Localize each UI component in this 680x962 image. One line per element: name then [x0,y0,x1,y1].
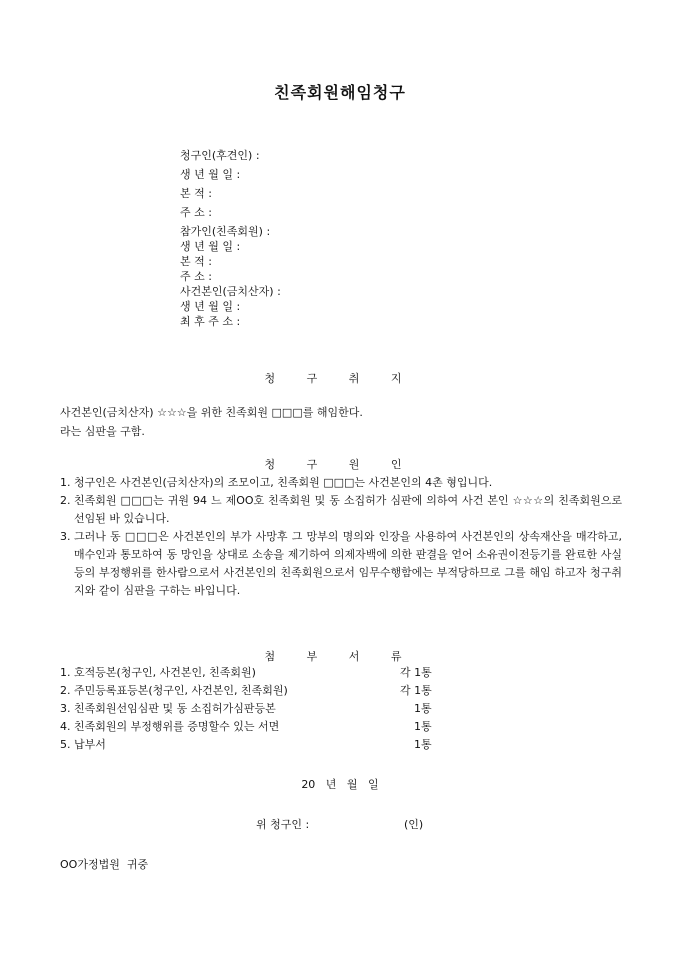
item-text: 청구인은 사건본인(금치산자)의 조모이고, 친족회원 □□□는 사건본인의 4촌 형입니다. [74,476,493,489]
list-item [60,718,460,736]
item-number: 3. [60,530,71,543]
attachments-list [60,664,460,754]
seal-mark: (인) [404,818,424,831]
attachment-count: 각 1통 [400,666,432,679]
list-item [60,682,460,700]
attachment-count: 1통 [400,738,432,751]
list-item [60,700,460,718]
list-item [60,664,460,682]
attachment-count: 각 1통 [400,684,432,697]
purpose-line-2: 라는 심판을 구함. [60,425,145,438]
item-number: 2. [60,494,71,507]
attachment-label: 1. 호적등본(청구인, 사건본인, 친족회원) [60,666,256,679]
party-line: 생 년 월 일 : [180,240,241,253]
attachment-count: 1통 [400,702,432,715]
date-line: 20 년 월 일 [301,778,379,791]
party-line: 사건본인(금치산자) : [180,285,281,298]
purpose-heading: 청 구 취 지 [264,372,416,385]
attachment-label: 2. 주민등록표등본(청구인, 사건본인, 친족회원) [60,684,288,697]
item-text: 그러나 동 □□□은 사건본인의 부가 사망후 그 망부의 명의와 인장을 사용하여 사건본인의 상속재산을 매각하고, 매수인과 통모하여 동 망인을 상대로 소송을 제기하여 의제자백에 의한 판결을 얻어 소유권이전등기를 완료한 사실 등의 부정행위를 한사람으로서 사건본인의 친족회원으로서 임무수행함에는 부적당하므로 그를 해임 하고자 청구취지와 같이 심판을 구하는 바입니다. [74,530,622,597]
document-title: 친족회원해임청구 [274,83,406,102]
attachment-label: 3. 친족회원선임심판 및 동 소집허가심판등본 [60,702,276,715]
attachment-count: 1통 [400,720,432,733]
party-line: 생 년 월 일 : [180,300,241,313]
party-line: 본 적 : [180,255,212,268]
court-addressee: OO가정법원 귀중 [60,858,149,871]
attachment-label: 5. 납부서 [60,738,106,751]
attachment-label: 4. 친족회원의 부정행위를 증명할수 있는 서면 [60,720,280,733]
cause-list [60,474,622,600]
attachments-heading: 첨 부 서 류 [264,650,416,663]
party-line: 참가인(친족회원) : [180,225,271,238]
party-info-block [180,148,281,329]
list-item [60,492,622,528]
party-line: 생 년 월 일 : [180,168,241,181]
item-number: 1. [60,476,71,489]
cause-heading: 청 구 원 인 [264,458,416,471]
list-item [60,736,460,754]
item-text: 친족회원 □□□는 귀원 94 느 제OO호 친족회원 및 동 소집허가 심판에 의하여 사건 본인 ☆☆☆의 친족회원으로 선임된 바 있습니다. [74,494,622,525]
party-line: 주 소 : [180,270,212,283]
party-line: 본 적 : [180,187,212,200]
party-line: 최 후 주 소 : [180,315,241,328]
party-line: 청구인(후견인) : [180,149,260,162]
purpose-line-1: 사건본인(금치산자) ☆☆☆을 위한 친족회원 □□□를 해임한다. [60,406,363,419]
signature-label: 위 청구인 : [256,818,310,831]
list-item [60,474,622,492]
list-item [60,528,622,600]
party-line: 주 소 : [180,206,212,219]
